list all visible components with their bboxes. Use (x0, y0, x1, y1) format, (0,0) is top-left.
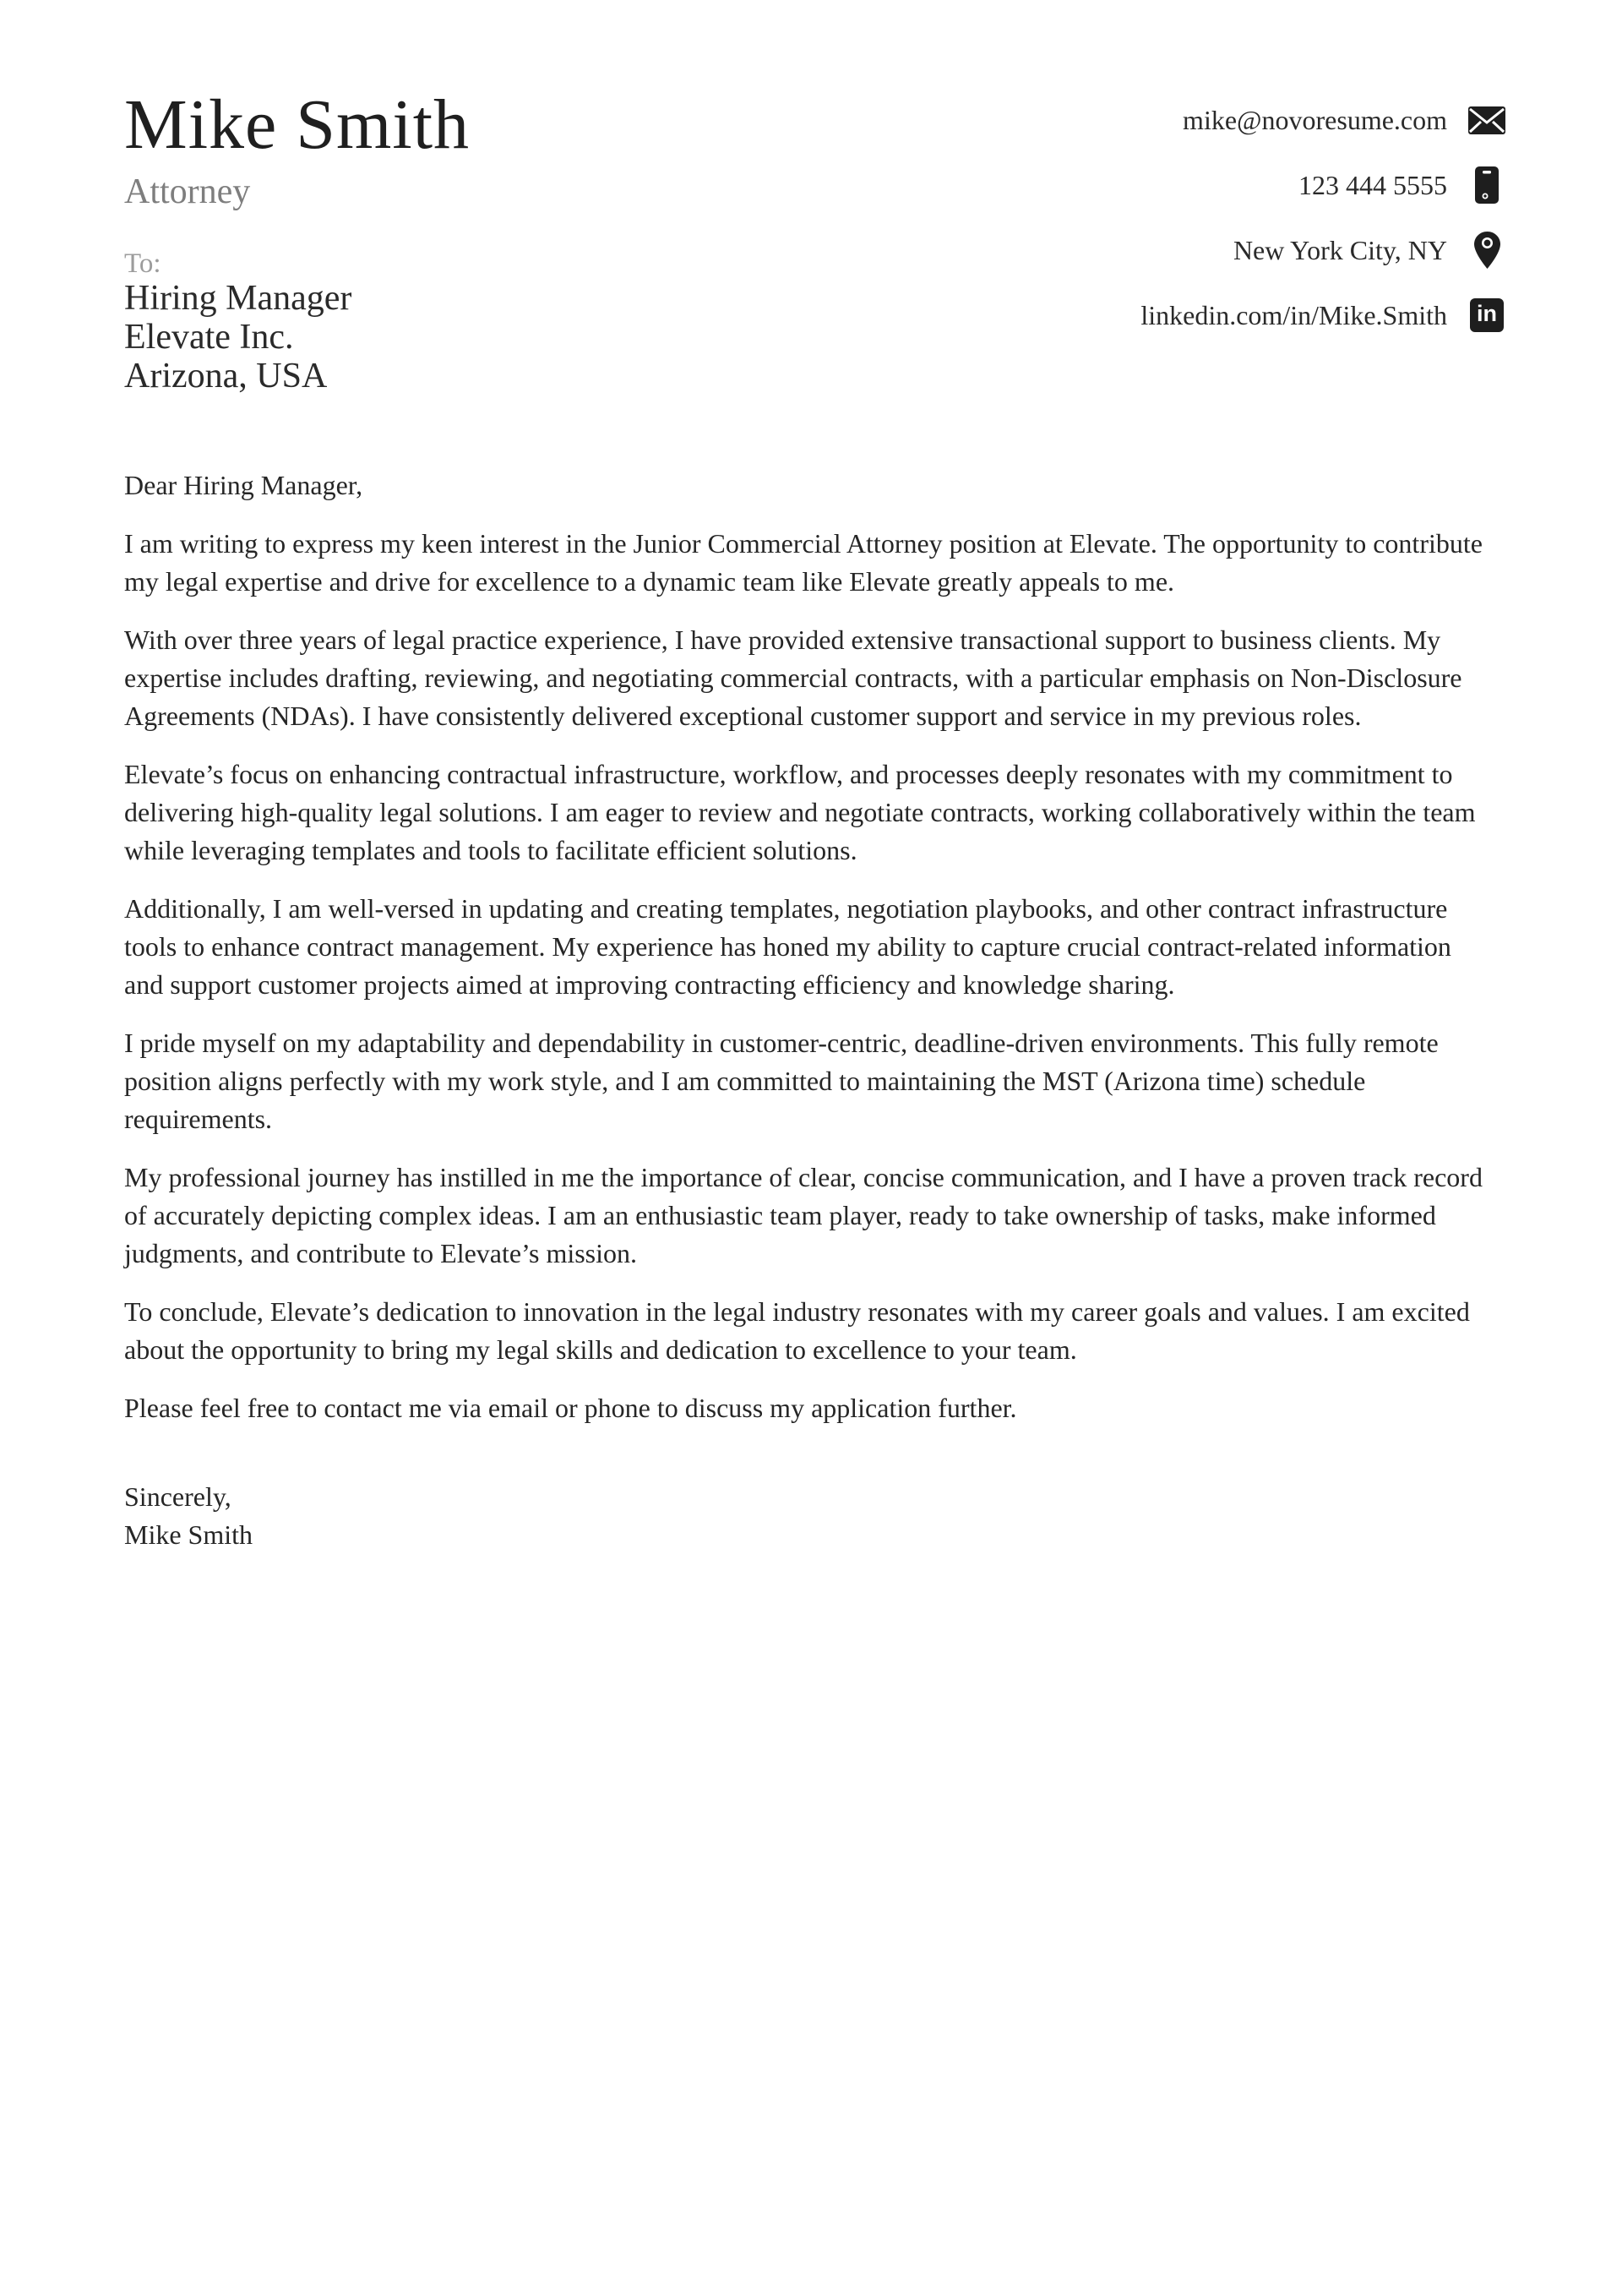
paragraph-4: Additionally, I am well-versed in updating and creating templates, negotiation playbooks, and other contract infrastructure tools to enhance contract management. My experience has honed my ability to capture crucial contract-related information and support customer projects aimed at improving contracting efficiency and knowledge sharing. (124, 893, 1451, 1000)
contact-row-phone (1140, 166, 1506, 204)
recipient-line-company: Elevate Inc. (124, 318, 294, 357)
page-title: Mike Smith (124, 85, 471, 164)
letter-body (124, 466, 1497, 1554)
contact-row-linkedin (1140, 297, 1506, 334)
recipient-line-location: Arizona, USA (124, 357, 328, 395)
paragraph-5: I pride myself on my adaptability and dependability in customer-centric, deadline-driven environments. This fully remote position aligns perfectly with my work style, and I am committed to maintaining the MST (Arizona time) schedule requirements. (124, 1028, 1439, 1134)
linkedin-value: linkedin.com/in/Mike.Smith (1140, 299, 1447, 330)
phone-value: 123 444 5555 (1298, 169, 1447, 200)
email-value: mike@novoresume.com (1183, 104, 1447, 135)
job-title: Attorney (124, 172, 251, 211)
salutation: Dear Hiring Manager, (124, 470, 363, 500)
closing: Sincerely, (124, 1481, 231, 1512)
paragraph-8: Please feel free to contact me via email or phone to discuss my application further. (124, 1393, 1017, 1423)
paragraph-6: My professional journey has instilled in me the importance of clear, concise communication, and I have a proven track record of accurately depicting complex ideas. I am an enthusiastic team player, ready to take ownership of tasks, make informed judgments, and contribute to Elevate’s mission. (124, 1162, 1483, 1268)
paragraph-1: I am writing to express my keen interest in the Junior Commercial Attorney position at Elevate. The opportunity to contribute my legal expertise and drive for excellence to a dynamic team like Elevate greatly appeals to me. (124, 528, 1483, 597)
contact-row-email (1140, 101, 1506, 139)
contact-block (1140, 101, 1506, 334)
paragraph-3: Elevate’s focus on enhancing contractual infrastructure, workflow, and processes deeply resonates with my commitment to delivering high-quality legal solutions. I am eager to review and negotiate contracts, working collaboratively within the team while leveraging templates and tools to facilitate efficient solutions. (124, 759, 1476, 865)
mail-icon (1467, 101, 1506, 139)
linkedin-icon: in (1467, 297, 1506, 334)
phone-icon (1467, 166, 1506, 204)
location-value: New York City, NY (1233, 234, 1447, 265)
recipient-label: To: (124, 248, 161, 279)
contact-row-location (1140, 232, 1506, 269)
signature: Mike Smith (124, 1519, 253, 1550)
recipient-line-name: Hiring Manager (124, 279, 352, 318)
recipient-block (124, 279, 351, 395)
paragraph-7: To conclude, Elevate’s dedication to innovation in the legal industry resonates with my career goals and values. I am excited about the opportunity to bring my legal skills and dedication to excellence to your team. (124, 1296, 1470, 1365)
paragraph-2: With over three years of legal practice experience, I have provided extensive transactional support to business clients. My expertise includes drafting, reviewing, and negotiating commercial contracts, with a particular emphasis on Non-Disclosure Agreements (NDAs). I have consistently delivered exceptional customer support and service in my previous roles. (124, 624, 1462, 731)
location-icon (1467, 232, 1506, 269)
closing-block (124, 1478, 1497, 1554)
